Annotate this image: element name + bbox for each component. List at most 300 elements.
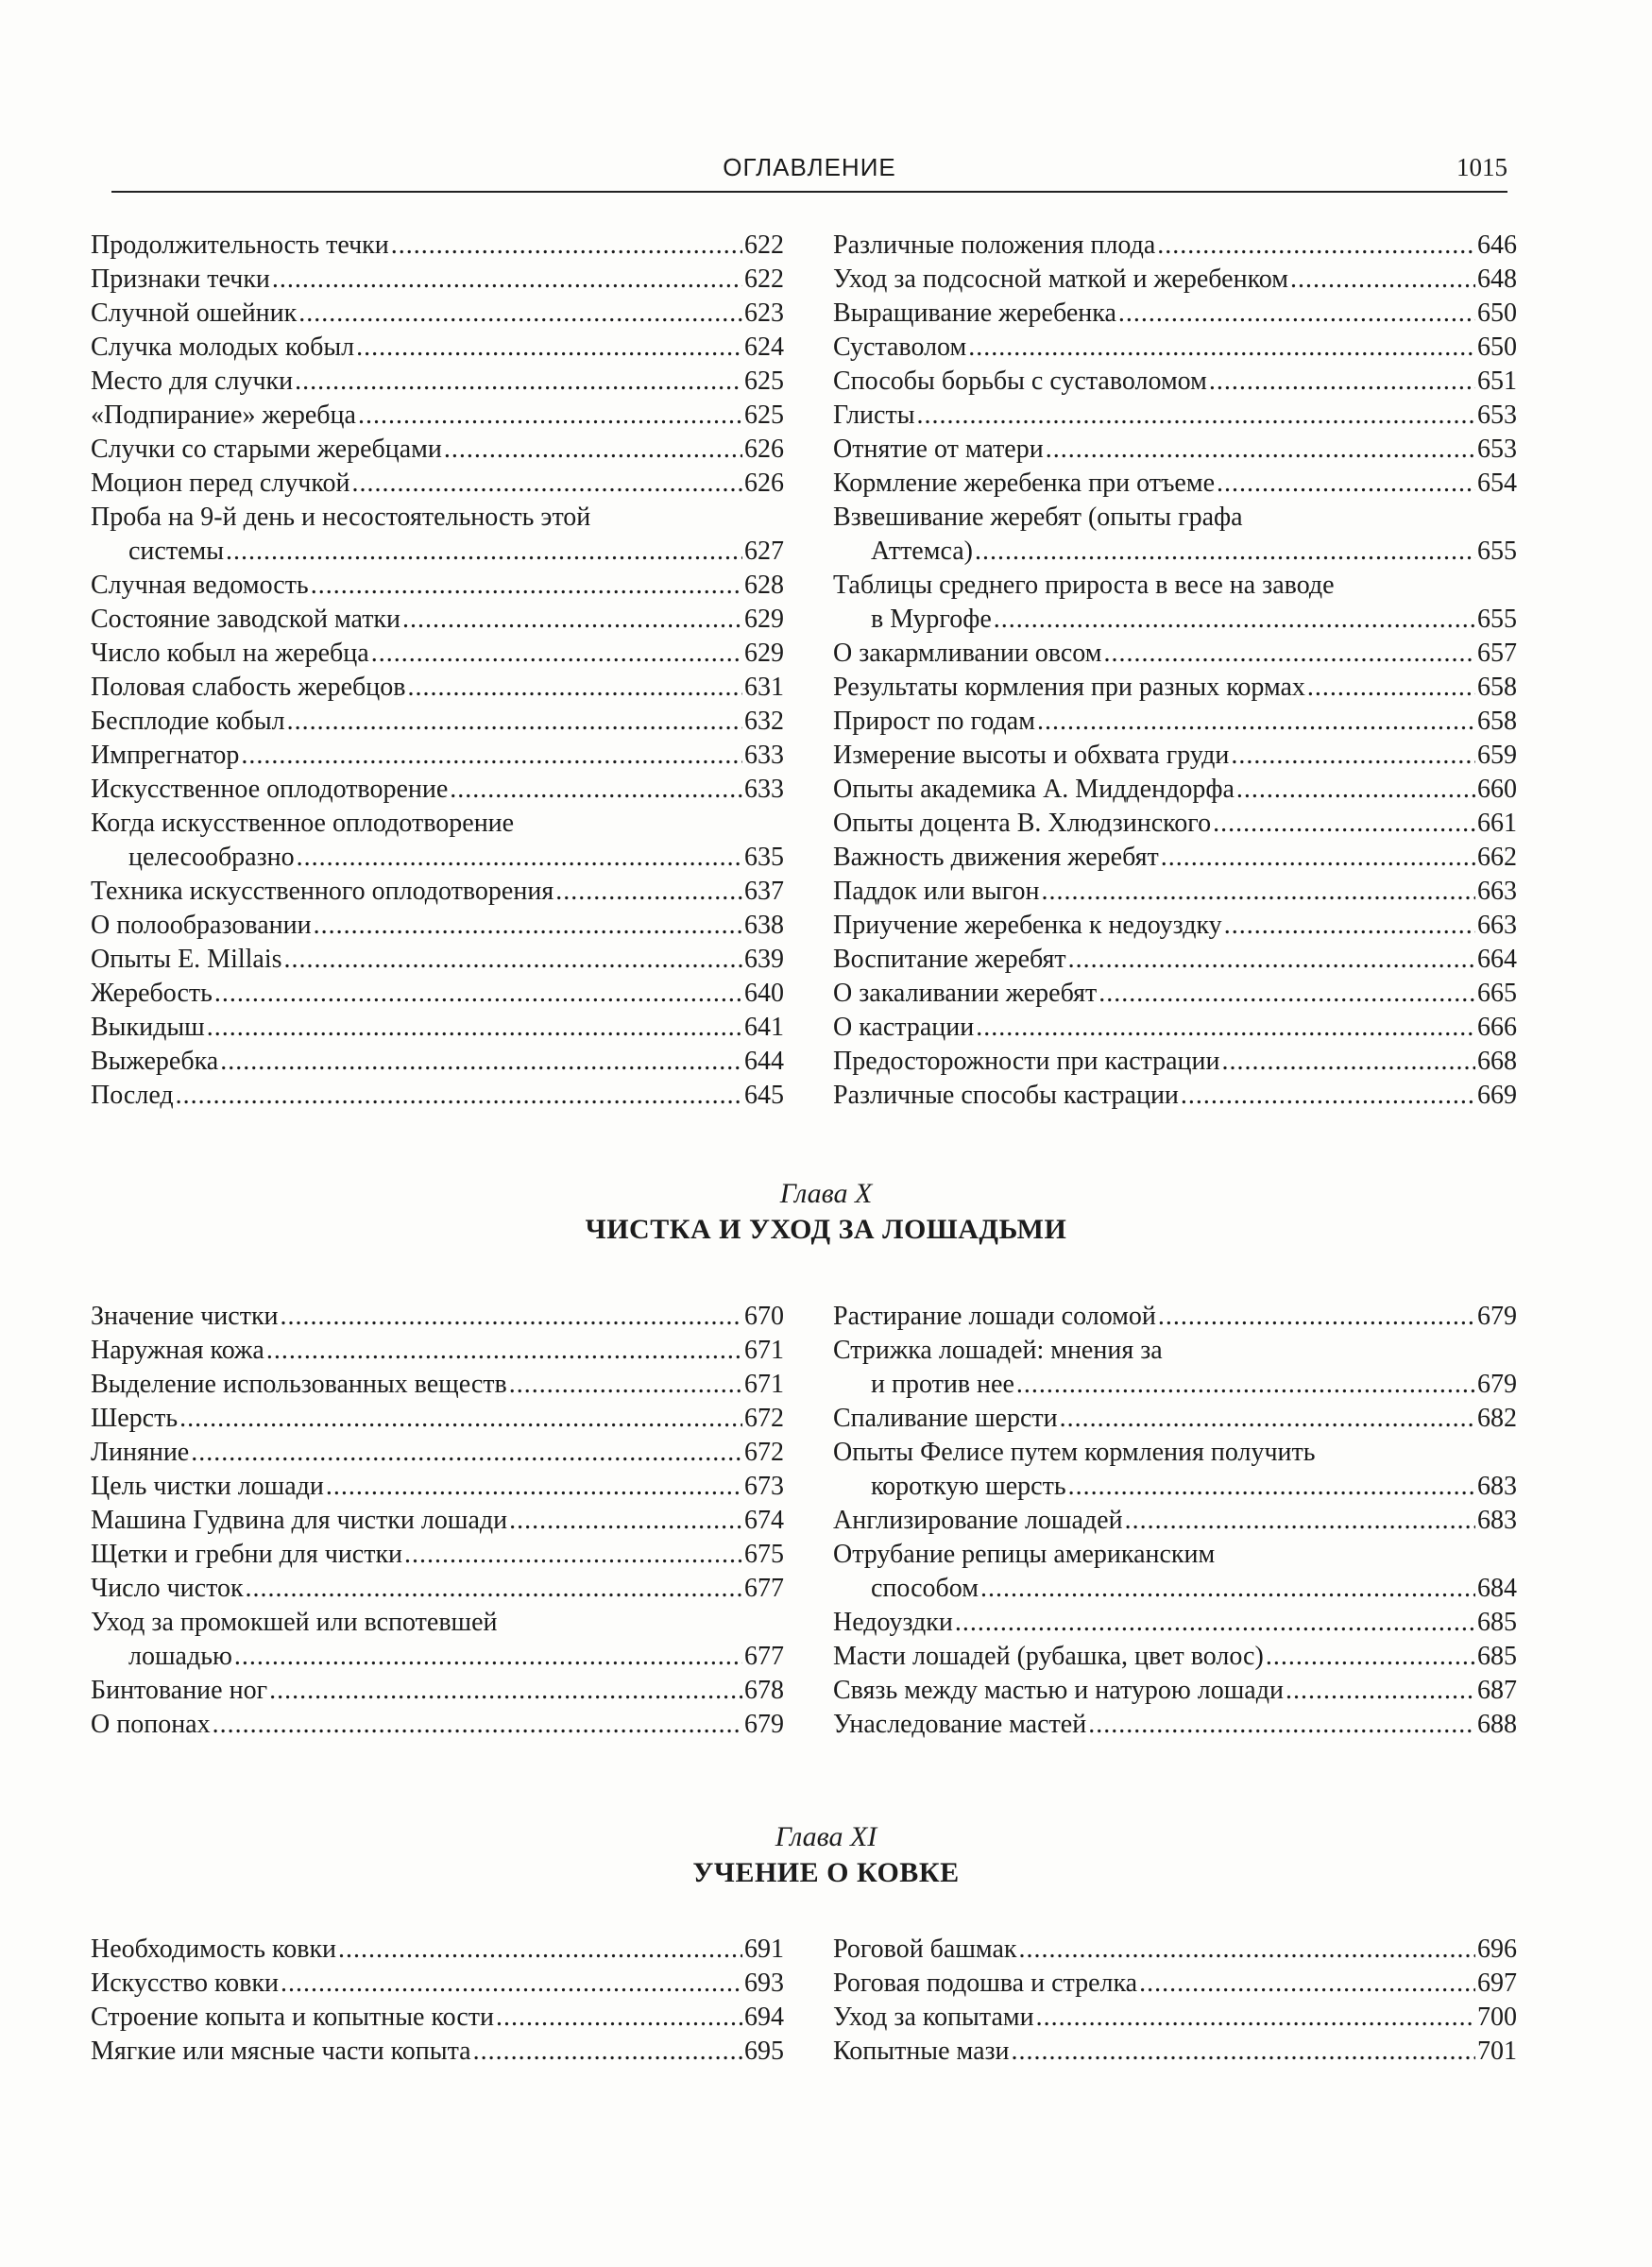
toc-column-right	[833, 1933, 1517, 2069]
toc-entry-title: лошадью	[128, 1642, 232, 1671]
toc-entry-page: 666	[1477, 1013, 1517, 1042]
toc-entry-page: 637	[744, 877, 784, 906]
toc-entry-page: 653	[1477, 401, 1517, 430]
toc-entry	[91, 467, 784, 501]
toc-entry	[833, 637, 1517, 671]
toc-entry-title: Унаследование мастей	[833, 1710, 1087, 1739]
toc-entry-page: 674	[744, 1506, 784, 1535]
toc-entry-page: 650	[1477, 332, 1517, 362]
dot-leader	[1125, 1504, 1475, 1538]
toc-entry	[91, 807, 784, 875]
toc-entry	[833, 773, 1517, 807]
dot-leader	[976, 1011, 1475, 1045]
dot-leader	[444, 433, 742, 467]
toc-entry-page: 644	[744, 1047, 784, 1076]
toc-entry-page: 622	[744, 264, 784, 294]
toc-entry-page: 687	[1477, 1676, 1517, 1705]
toc-entry-title: Необходимость ковки	[91, 1935, 337, 1964]
toc-entry-continuation	[91, 1640, 784, 1674]
dot-leader	[1231, 739, 1475, 773]
toc-entry-title: Опыты доцента В. Хлюдзинского	[833, 809, 1212, 838]
toc-entry-title: Искусство ковки	[91, 1969, 279, 1998]
toc-entry	[833, 1674, 1517, 1708]
toc-entry	[91, 1708, 784, 1742]
chapter-heading	[0, 1176, 1652, 1248]
toc-entry-page: 695	[744, 2037, 784, 2066]
toc-entry	[833, 229, 1517, 263]
dot-leader	[241, 739, 742, 773]
toc-entry-title: Опыты академика А. Миддендорфа	[833, 775, 1235, 804]
toc-entry-title: О полообразовании	[91, 911, 312, 940]
dot-leader	[314, 909, 742, 943]
toc-entry	[91, 331, 784, 365]
dot-leader	[450, 773, 742, 807]
dot-leader	[509, 1368, 742, 1402]
toc-entry-page: 670	[744, 1302, 784, 1331]
toc-entry	[833, 297, 1517, 331]
toc-entry	[91, 399, 784, 433]
dot-leader	[1098, 977, 1475, 1011]
toc-entry-title: Растирание лошади соломой	[833, 1302, 1156, 1331]
dot-leader	[234, 1640, 742, 1674]
toc-entry	[833, 1402, 1517, 1436]
header-rule	[111, 191, 1507, 193]
toc-entry	[91, 773, 784, 807]
toc-column-left	[91, 1300, 784, 1742]
toc-entry	[91, 229, 784, 263]
toc-entry-title-line: Стрижка лошадей: мнения за	[833, 1336, 1163, 1365]
toc-entry-continuation	[833, 1368, 1517, 1402]
toc-entry-title: Уход за копытами	[833, 2003, 1034, 2032]
dot-leader	[207, 1011, 742, 1045]
toc-entry-title: Моцион перед случкой	[91, 469, 350, 498]
toc-entry-title: Число чисток	[91, 1574, 244, 1603]
toc-entry-page: 658	[1477, 673, 1517, 702]
dot-leader	[220, 1045, 742, 1079]
toc-entry-title: способом	[871, 1574, 979, 1603]
toc-entry	[91, 1538, 784, 1572]
toc-entry-title: О закармливании овсом	[833, 639, 1102, 668]
dot-leader	[1139, 1967, 1475, 2001]
dot-leader	[1118, 297, 1475, 331]
toc-entry-page: 684	[1477, 1574, 1517, 1603]
dot-leader	[1266, 1640, 1475, 1674]
dot-leader	[213, 1708, 742, 1742]
dot-leader	[352, 467, 742, 501]
dot-leader	[226, 535, 742, 569]
toc-section-continuation	[91, 229, 1517, 1113]
toc-entry-title-line: Уход за промокшей или вспотевшей	[91, 1608, 498, 1637]
toc-entry-page: 650	[1477, 298, 1517, 328]
toc-entry-title: Отнятие от матери	[833, 435, 1044, 464]
toc-entry-continuation	[833, 1572, 1517, 1606]
dot-leader	[191, 1436, 742, 1470]
toc-entry-title: Различные положения плода	[833, 230, 1156, 260]
toc-entry-page: 697	[1477, 1969, 1517, 1998]
toc-entry-page: 677	[744, 1642, 784, 1671]
toc-entry-title: Число кобыл на жеребца	[91, 639, 369, 668]
toc-entry-page: 628	[744, 571, 784, 600]
dot-leader	[917, 399, 1475, 433]
toc-entry-page: 664	[1477, 945, 1517, 974]
page-header-title: ОГЛАВЛЕНИЕ	[723, 153, 896, 181]
toc-entry-title: Импрегнатор	[91, 741, 240, 770]
toc-entry-page: 655	[1477, 605, 1517, 634]
toc-entry-page: 623	[744, 298, 784, 328]
toc-entry	[91, 1504, 784, 1538]
toc-section-chapter-10	[91, 1300, 1517, 1742]
toc-entry	[91, 637, 784, 671]
toc-entry-title: Продолжительность течки	[91, 230, 389, 260]
toc-entry	[833, 1300, 1517, 1334]
toc-entry	[91, 1334, 784, 1368]
toc-entry	[833, 739, 1517, 773]
toc-entry	[833, 943, 1517, 977]
toc-entry	[833, 569, 1517, 637]
toc-entry-page: 626	[744, 435, 784, 464]
toc-entry-page: 665	[1477, 979, 1517, 1008]
toc-entry	[91, 1079, 784, 1113]
toc-entry	[833, 501, 1517, 569]
toc-entry-title-line: Когда искусственное оплодотворение	[91, 809, 515, 838]
toc-entry-page: 635	[744, 843, 784, 872]
toc-entry-title: Послед	[91, 1081, 174, 1110]
toc-entry	[833, 399, 1517, 433]
toc-entry-page: 696	[1477, 1935, 1517, 1964]
toc-entry-title: Шерсть	[91, 1404, 179, 1433]
toc-entry-page: 679	[744, 1710, 784, 1739]
toc-entry-page: 648	[1477, 264, 1517, 294]
dot-leader	[509, 1504, 742, 1538]
toc-entry-title: Выжеребка	[91, 1047, 219, 1076]
dot-leader	[1012, 2035, 1475, 2069]
dot-leader	[404, 1538, 742, 1572]
toc-entry	[833, 705, 1517, 739]
dot-leader	[1307, 671, 1475, 705]
toc-entry	[91, 671, 784, 705]
toc-entry	[833, 1967, 1517, 2001]
toc-entry-title: Случки со старыми жеребцами	[91, 435, 442, 464]
toc-entry-page: 683	[1477, 1506, 1517, 1535]
toc-entry-title: Уход за подсосной маткой и жеребенком	[833, 264, 1288, 294]
toc-entry-title: Бесплодие кобыл	[91, 707, 285, 736]
toc-entry-title-line: Отрубание репицы американским	[833, 1540, 1216, 1569]
toc-entry-title: Результаты кормления при разных кормах	[833, 673, 1305, 702]
toc-entry	[833, 1606, 1517, 1640]
toc-entry-title: Масти лошадей (рубашка, цвет волос)	[833, 1642, 1264, 1671]
toc-entry-title: Копытные мази	[833, 2037, 1010, 2066]
toc-entry	[833, 671, 1517, 705]
toc-entry	[833, 1436, 1517, 1504]
toc-entry	[91, 297, 784, 331]
dot-leader	[358, 399, 742, 433]
running-head	[111, 153, 1507, 200]
toc-entry-page: 633	[744, 741, 784, 770]
toc-entry-title: Роговой башмак	[833, 1935, 1017, 1964]
toc-entry-title: Опыты E. Millais	[91, 945, 282, 974]
toc-entry-title: Роговая подошва и стрелка	[833, 1969, 1138, 1998]
toc-entry	[91, 739, 784, 773]
dot-leader	[272, 263, 742, 297]
toc-entry-title-line: Проба на 9-й день и несостоятельность этой	[91, 503, 591, 532]
toc-entry-title: Важность движения жеребят	[833, 843, 1159, 872]
toc-entry-page: 663	[1477, 877, 1517, 906]
toc-entry-page: 638	[744, 911, 784, 940]
dot-leader	[1290, 263, 1475, 297]
toc-entry-title: Различные способы кастрации	[833, 1081, 1179, 1110]
chapter-number: Глава XI	[775, 1821, 877, 1852]
dot-leader	[1037, 705, 1475, 739]
toc-entry	[91, 569, 784, 603]
toc-entry	[91, 603, 784, 637]
toc-entry-page: 641	[744, 1013, 784, 1042]
dot-leader	[980, 1572, 1475, 1606]
toc-entry-title: Аттемса)	[871, 537, 973, 566]
toc-entry-page: 629	[744, 639, 784, 668]
dot-leader	[496, 2001, 742, 2035]
dot-leader	[1161, 841, 1475, 875]
toc-entry-page: 678	[744, 1676, 784, 1705]
toc-entry	[833, 467, 1517, 501]
dot-leader	[1016, 1368, 1475, 1402]
dot-leader	[402, 603, 742, 637]
toc-entry-page: 671	[744, 1370, 784, 1399]
toc-entry	[91, 1300, 784, 1334]
toc-entry-page: 659	[1477, 741, 1517, 770]
dot-leader	[179, 1402, 742, 1436]
toc-entry-page: 672	[744, 1404, 784, 1433]
toc-entry-title: Прирост по годам	[833, 707, 1035, 736]
toc-entry	[91, 1674, 784, 1708]
toc-entry-continuation	[91, 535, 784, 569]
chapter-number: Глава X	[779, 1178, 873, 1209]
toc-entry-title: короткую шерсть	[871, 1472, 1066, 1501]
toc-entry-page: 693	[744, 1969, 784, 1998]
dot-leader	[473, 2035, 742, 2069]
toc-entry	[91, 2001, 784, 2035]
toc-entry	[91, 263, 784, 297]
dot-leader	[297, 841, 742, 875]
toc-entry-page: 668	[1477, 1047, 1517, 1076]
toc-entry	[833, 875, 1517, 909]
toc-entry	[91, 365, 784, 399]
toc-entry-title: системы	[128, 537, 225, 566]
toc-entry-page: 624	[744, 332, 784, 362]
toc-entry	[833, 807, 1517, 841]
toc-entry	[833, 1933, 1517, 1967]
toc-entry-title: О закаливании жеребят	[833, 979, 1098, 1008]
toc-entry-title: Предосторожности при кастрации	[833, 1047, 1220, 1076]
dot-leader	[281, 1967, 742, 2001]
dot-leader	[407, 671, 742, 705]
toc-entry	[91, 1572, 784, 1606]
dot-leader	[295, 365, 742, 399]
toc-entry-title: Машина Гудвина для чистки лошади	[91, 1506, 508, 1535]
dot-leader	[1217, 467, 1475, 501]
toc-entry-page: 639	[744, 945, 784, 974]
toc-entry-page: 700	[1477, 2003, 1517, 2032]
toc-entry-title: Глисты	[833, 401, 915, 430]
page-number: 1015	[1456, 153, 1507, 181]
toc-entry-title: Случка молодых кобыл	[91, 332, 355, 362]
chapter-heading	[0, 1819, 1652, 1891]
toc-entry-continuation	[833, 1470, 1517, 1504]
toc-entry-title: Мягкие или мясные части копыта	[91, 2037, 471, 2066]
chapter-title: УЧЕНИЕ О КОВКЕ	[692, 1857, 960, 1888]
toc-entry-page: 627	[744, 537, 784, 566]
dot-leader	[1236, 773, 1475, 807]
toc-entry-page: 683	[1477, 1472, 1517, 1501]
toc-entry-title: Выделение использованных веществ	[91, 1370, 507, 1399]
toc-entry	[91, 943, 784, 977]
dot-leader	[1042, 875, 1476, 909]
toc-entry-title: Случной ошейник	[91, 298, 298, 328]
toc-entry-page: 682	[1477, 1404, 1517, 1433]
dot-leader	[955, 1606, 1475, 1640]
toc-entry	[91, 875, 784, 909]
toc-entry-title: Техника искусственного оплодотворения	[91, 877, 554, 906]
toc-entry-page: 654	[1477, 469, 1517, 498]
toc-entry-page: 657	[1477, 639, 1517, 668]
toc-entry-page: 669	[1477, 1081, 1517, 1110]
toc-entry-title: Признаки течки	[91, 264, 270, 294]
toc-entry-page: 677	[744, 1574, 784, 1603]
toc-entry-page: 651	[1477, 366, 1517, 396]
toc-entry-page: 679	[1477, 1302, 1517, 1331]
toc-entry-title: Половая слабость жеребцов	[91, 673, 406, 702]
dot-leader	[1103, 637, 1475, 671]
toc-entry-title: Линяние	[91, 1438, 190, 1467]
toc-entry-page: 685	[1477, 1608, 1517, 1637]
toc-entry-title: О кастрации	[833, 1013, 975, 1042]
toc-entry-page: 701	[1477, 2037, 1517, 2066]
toc-entry	[833, 841, 1517, 875]
toc-entry-title: Искусственное оплодотворение	[91, 775, 449, 804]
toc-entry-page: 646	[1477, 230, 1517, 260]
toc-entry	[833, 1079, 1517, 1113]
toc-entry	[91, 1967, 784, 2001]
dot-leader	[338, 1933, 742, 1967]
toc-entry	[833, 977, 1517, 1011]
toc-entry-page: 622	[744, 230, 784, 260]
toc-entry	[91, 1011, 784, 1045]
toc-section-chapter-11	[91, 1933, 1517, 2069]
dot-leader	[1286, 1674, 1475, 1708]
toc-entry-title: Жеребость	[91, 979, 213, 1008]
dot-leader	[1224, 909, 1475, 943]
toc-entry-page: 625	[744, 401, 784, 430]
dot-leader	[311, 569, 742, 603]
toc-entry-title: Воспитание жеребят	[833, 945, 1066, 974]
toc-entry	[833, 365, 1517, 399]
toc-entry-title: Состояние заводской матки	[91, 605, 401, 634]
toc-entry	[91, 501, 784, 569]
toc-entry-title: Связь между мастью и натурою лошади	[833, 1676, 1284, 1705]
toc-entry-page: 625	[744, 366, 784, 396]
toc-entry-page: 671	[744, 1336, 784, 1365]
toc-entry-page: 645	[744, 1081, 784, 1110]
toc-entry-page: 675	[744, 1540, 784, 1569]
toc-entry	[833, 263, 1517, 297]
toc-entry-title: Цель чистки лошади	[91, 1472, 324, 1501]
dot-leader	[391, 229, 742, 263]
toc-entry-title: Строение копыта и копытные кости	[91, 2003, 494, 2032]
toc-entry-title: Способы борьбы с суставоломом	[833, 366, 1207, 396]
toc-entry-page: 663	[1477, 911, 1517, 940]
toc-entry-title: Случная ведомость	[91, 571, 309, 600]
dot-leader	[281, 1300, 742, 1334]
toc-column-left	[91, 229, 784, 1113]
dot-leader	[298, 297, 742, 331]
dot-leader	[1088, 1708, 1475, 1742]
dot-leader	[246, 1572, 742, 1606]
toc-entry	[833, 2001, 1517, 2035]
toc-entry-title: Англизирование лошадей	[833, 1506, 1123, 1535]
toc-entry-title-line: Таблицы среднего прироста в весе на заводе	[833, 571, 1335, 600]
toc-entry-title: Спаливание шерсти	[833, 1404, 1058, 1433]
toc-entry-page: 631	[744, 673, 784, 702]
toc-entry-page: 640	[744, 979, 784, 1008]
dot-leader	[1213, 807, 1475, 841]
dot-leader	[1036, 2001, 1475, 2035]
toc-entry	[833, 331, 1517, 365]
toc-entry-title: Место для случки	[91, 366, 294, 396]
toc-entry	[833, 1640, 1517, 1674]
toc-entry	[833, 909, 1517, 943]
toc-entry	[91, 705, 784, 739]
toc-entry	[91, 2035, 784, 2069]
toc-entry-title: Выращивание жеребенка	[833, 298, 1116, 328]
toc-entry-title-line: Взвешивание жеребят (опыты графа	[833, 503, 1243, 532]
toc-entry-title: и против нее	[871, 1370, 1014, 1399]
toc-entry	[91, 977, 784, 1011]
toc-entry-page: 679	[1477, 1370, 1517, 1399]
toc-entry	[91, 1436, 784, 1470]
toc-entry-title: Измерение высоты и обхвата груди	[833, 741, 1230, 770]
toc-entry	[833, 2035, 1517, 2069]
dot-leader	[326, 1470, 742, 1504]
toc-entry	[833, 1011, 1517, 1045]
toc-entry-page: 660	[1477, 775, 1517, 804]
toc-entry-title: «Подпирание» жеребца	[91, 401, 356, 430]
toc-entry-page: 658	[1477, 707, 1517, 736]
dot-leader	[356, 331, 742, 365]
toc-entry-title: в Мургофе	[871, 605, 992, 634]
dot-leader	[975, 535, 1475, 569]
toc-entry-page: 626	[744, 469, 784, 498]
toc-entry-title: Выкидыш	[91, 1013, 205, 1042]
toc-entry-title: Приучение жеребенка к недоуздку	[833, 911, 1222, 940]
dot-leader	[214, 977, 742, 1011]
toc-entry-title: Кормление жеребенка при отъеме	[833, 469, 1215, 498]
dot-leader	[1060, 1402, 1475, 1436]
dot-leader	[1221, 1045, 1475, 1079]
toc-entry-page: 694	[744, 2003, 784, 2032]
dot-leader	[968, 331, 1475, 365]
dot-leader	[1181, 1079, 1475, 1113]
toc-entry	[833, 1334, 1517, 1402]
toc-entry-title: Паддок или выгон	[833, 877, 1040, 906]
dot-leader	[994, 603, 1475, 637]
toc-entry	[91, 1470, 784, 1504]
toc-entry-continuation	[833, 535, 1517, 569]
dot-leader	[1157, 229, 1475, 263]
toc-column-right	[833, 229, 1517, 1113]
dot-leader	[555, 875, 742, 909]
toc-entry	[91, 1368, 784, 1402]
dot-leader	[284, 943, 742, 977]
dot-leader	[371, 637, 742, 671]
